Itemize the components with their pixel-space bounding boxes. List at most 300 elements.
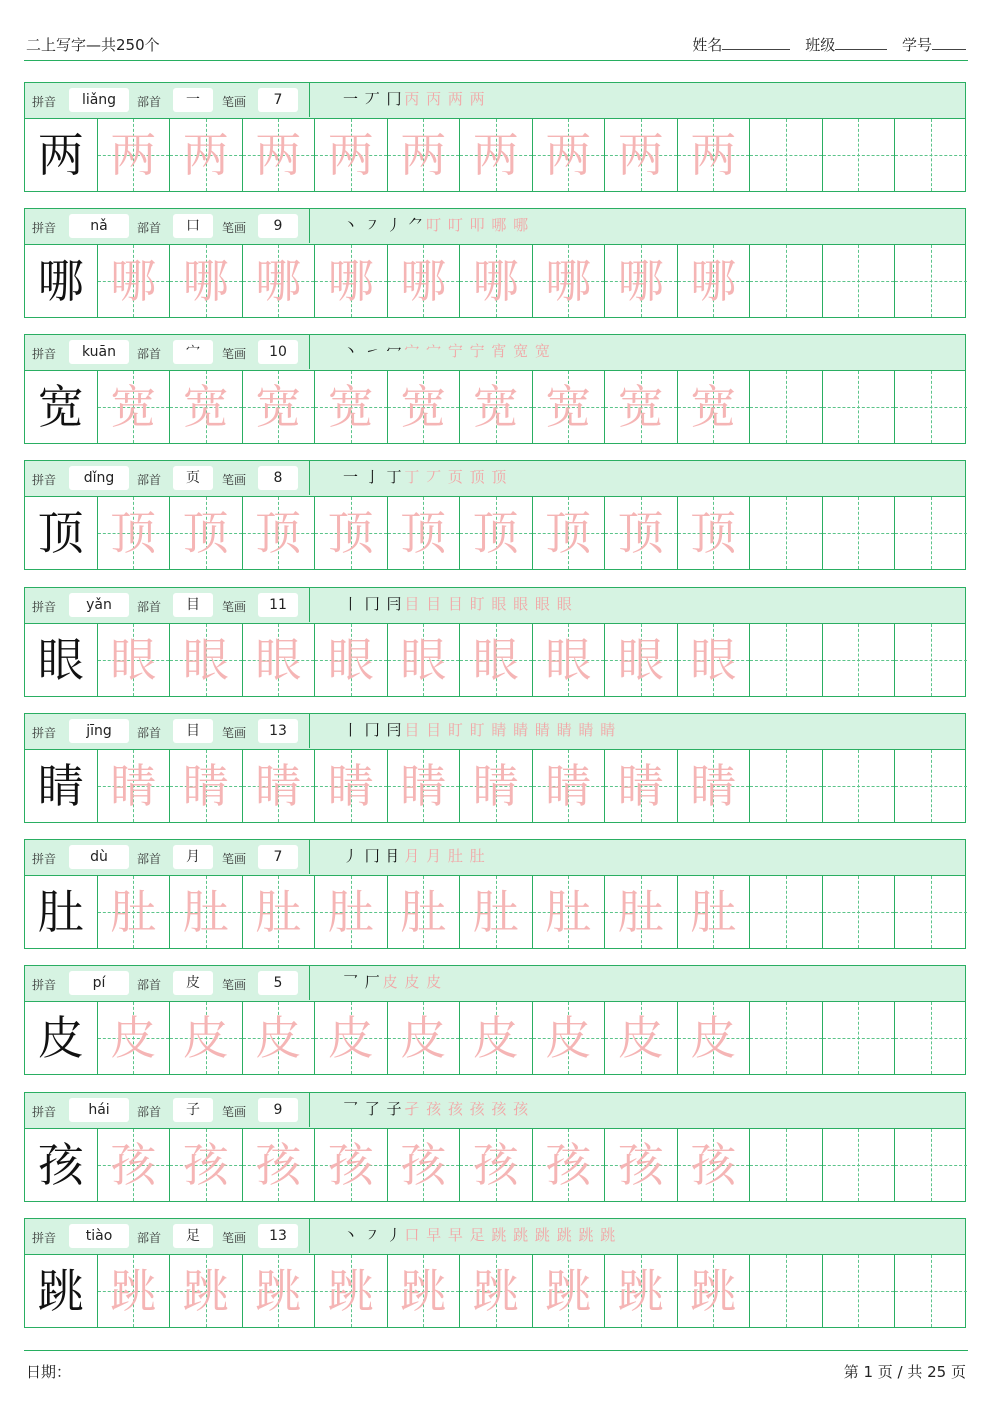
trace-char-cell[interactable] <box>170 1002 243 1074</box>
trace-char: 两 <box>182 128 229 182</box>
trace-char: 肚 <box>545 885 592 939</box>
trace-char-cell[interactable] <box>460 750 533 822</box>
horizontal-guide <box>750 1165 822 1166</box>
radical-value: 子 <box>173 1098 213 1122</box>
strokes-value: 13 <box>258 1224 298 1248</box>
model-char: 跳 <box>37 1264 84 1318</box>
horizontal-guide <box>823 1038 895 1039</box>
trace-char-cell[interactable] <box>315 876 388 948</box>
pinyin-value: pí <box>69 971 129 995</box>
trace-char-cell[interactable] <box>170 1129 243 1201</box>
char-info-bar <box>25 840 965 876</box>
radical-value: 皮 <box>173 971 213 995</box>
strokes-label: 笔画 <box>222 221 247 235</box>
trace-char: 跳 <box>110 1264 157 1318</box>
trace-char: 顶 <box>255 506 302 560</box>
model-char-cell <box>25 371 98 443</box>
trace-char: 宽 <box>617 380 664 434</box>
trace-char: 哪 <box>690 254 737 308</box>
trace-char-cell[interactable] <box>243 1129 316 1201</box>
trace-char-cell[interactable] <box>533 497 606 569</box>
practice-row <box>24 965 966 1075</box>
trace-char-cell[interactable] <box>243 371 316 443</box>
trace-char: 宽 <box>327 380 374 434</box>
trace-char-cell[interactable] <box>460 1129 533 1201</box>
trace-char: 哪 <box>110 254 157 308</box>
trace-char-cell[interactable] <box>533 1255 606 1327</box>
trace-char-cell[interactable] <box>98 750 171 822</box>
info-divider <box>309 1219 310 1253</box>
trace-char-cell[interactable] <box>388 1255 461 1327</box>
char-info-bar <box>25 966 965 1002</box>
trace-char: 跳 <box>617 1264 664 1318</box>
trace-char-cell[interactable] <box>243 245 316 317</box>
trace-char-cell[interactable] <box>98 119 171 191</box>
trace-char: 皮 <box>400 1011 447 1065</box>
trace-char-cell[interactable] <box>533 750 606 822</box>
writing-grid <box>25 1129 965 1201</box>
pinyin-value: hái <box>69 1098 129 1122</box>
strokes-value: 7 <box>258 88 298 112</box>
blank-practice-cell[interactable] <box>823 624 896 696</box>
writing-grid <box>25 245 965 317</box>
trace-char: 哪 <box>617 254 664 308</box>
practice-row <box>24 1218 966 1328</box>
blank-practice-cell[interactable] <box>750 119 823 191</box>
trace-char: 睛 <box>545 759 592 813</box>
trace-char-cell[interactable] <box>678 1255 751 1327</box>
trace-char: 眼 <box>690 633 737 687</box>
stroke-order-written: 乛 了 子 <box>343 1100 403 1118</box>
strokes-label: 笔画 <box>222 1231 247 1245</box>
trace-char-cell[interactable] <box>243 1255 316 1327</box>
trace-char: 两 <box>617 128 664 182</box>
trace-char-cell[interactable] <box>533 624 606 696</box>
blank-practice-cell[interactable] <box>823 750 896 822</box>
trace-char: 肚 <box>110 885 157 939</box>
trace-char: 皮 <box>472 1011 519 1065</box>
trace-char-cell[interactable] <box>533 1002 606 1074</box>
stroke-order-trace: 丁 丆 页 顶 顶 <box>404 468 508 486</box>
trace-char: 跳 <box>327 1264 374 1318</box>
trace-char-cell[interactable] <box>98 245 171 317</box>
trace-char-cell[interactable] <box>170 1255 243 1327</box>
trace-char: 孩 <box>182 1138 229 1192</box>
model-char: 眼 <box>37 633 84 687</box>
trace-char-cell[interactable] <box>605 624 678 696</box>
model-char: 皮 <box>37 1011 84 1065</box>
trace-char-cell[interactable] <box>460 624 533 696</box>
blank-practice-cell[interactable] <box>895 497 967 569</box>
blank-practice-cell[interactable] <box>750 497 823 569</box>
stroke-order-trace: 孑 孩 孩 孩 孩 孩 <box>404 1100 530 1118</box>
trace-char-cell[interactable] <box>605 1255 678 1327</box>
blank-practice-cell[interactable] <box>895 1002 967 1074</box>
horizontal-guide <box>895 912 967 913</box>
stroke-order-trace: 叮 叮 叩 哪 哪 <box>426 216 530 234</box>
blank-practice-cell[interactable] <box>895 876 967 948</box>
trace-char: 两 <box>472 128 519 182</box>
char-info-bar <box>25 588 965 624</box>
blank-practice-cell[interactable] <box>750 1129 823 1201</box>
trace-char: 眼 <box>327 633 374 687</box>
trace-char: 睛 <box>182 759 229 813</box>
model-char-cell <box>25 245 98 317</box>
trace-char-cell[interactable] <box>98 876 171 948</box>
trace-char: 两 <box>690 128 737 182</box>
blank-practice-cell[interactable] <box>823 119 896 191</box>
trace-char: 睛 <box>110 759 157 813</box>
trace-char: 孩 <box>255 1138 302 1192</box>
trace-char: 皮 <box>110 1011 157 1065</box>
trace-char: 顶 <box>400 506 447 560</box>
radical-label: 部首 <box>137 600 162 614</box>
char-info-bar <box>25 1093 965 1129</box>
practice-row <box>24 208 966 318</box>
info-divider <box>309 588 310 622</box>
trace-char: 肚 <box>472 885 519 939</box>
horizontal-guide <box>750 1291 822 1292</box>
trace-char: 眼 <box>400 633 447 687</box>
trace-char-cell[interactable] <box>678 624 751 696</box>
trace-char-cell[interactable] <box>315 1002 388 1074</box>
stroke-order-written: 一 丆 冂 <box>343 90 403 108</box>
trace-char-cell[interactable] <box>243 119 316 191</box>
trace-char-cell[interactable] <box>460 497 533 569</box>
name-blank[interactable] <box>722 35 790 50</box>
trace-char: 皮 <box>617 1011 664 1065</box>
trace-char: 眼 <box>545 633 592 687</box>
trace-char-cell[interactable] <box>678 119 751 191</box>
model-char-cell <box>25 1129 98 1201</box>
stroke-order-written: 丿 冂 ⺝ <box>343 847 403 865</box>
trace-char-cell[interactable] <box>243 876 316 948</box>
strokes-label: 笔画 <box>222 1105 247 1119</box>
horizontal-guide <box>823 660 895 661</box>
horizontal-guide <box>823 786 895 787</box>
blank-practice-cell[interactable] <box>823 497 896 569</box>
stroke-order-trace: 月 月 肚 肚 <box>404 847 486 865</box>
trace-char: 孩 <box>617 1138 664 1192</box>
stroke-order-written: 丶 ㇇ 丿 ⺈ <box>343 216 425 234</box>
pinyin-label: 拼音 <box>32 726 57 740</box>
model-char: 宽 <box>37 380 84 434</box>
stroke-order-written: 丨 冂 冃 <box>343 595 403 613</box>
radical-value: 口 <box>173 214 213 238</box>
horizontal-guide <box>823 912 895 913</box>
writing-grid <box>25 497 965 569</box>
strokes-value: 11 <box>258 593 298 617</box>
blank-practice-cell[interactable] <box>750 1002 823 1074</box>
info-divider <box>309 714 310 748</box>
trace-char: 皮 <box>690 1011 737 1065</box>
trace-char-cell[interactable] <box>460 1002 533 1074</box>
class-label: 班级 <box>805 36 836 54</box>
horizontal-guide <box>750 660 822 661</box>
blank-practice-cell[interactable] <box>750 624 823 696</box>
pinyin-label: 拼音 <box>32 600 57 614</box>
trace-char: 眼 <box>617 633 664 687</box>
trace-char-cell[interactable] <box>388 624 461 696</box>
trace-char-cell[interactable] <box>98 1002 171 1074</box>
trace-char-cell[interactable] <box>388 876 461 948</box>
writing-grid <box>25 371 965 443</box>
trace-char-cell[interactable] <box>315 371 388 443</box>
blank-practice-cell[interactable] <box>750 876 823 948</box>
stroke-order-trace: 目 目 目 盯 眼 眼 眼 眼 <box>404 595 573 613</box>
char-info-bar <box>25 1219 965 1255</box>
trace-char-cell[interactable] <box>388 1002 461 1074</box>
writing-grid <box>25 1002 965 1074</box>
trace-char-cell[interactable] <box>605 876 678 948</box>
pinyin-value: jīng <box>69 719 129 743</box>
trace-char: 宽 <box>182 380 229 434</box>
pinyin-value: nǎ <box>69 214 129 238</box>
blank-practice-cell[interactable] <box>823 371 896 443</box>
trace-char-cell[interactable] <box>605 497 678 569</box>
trace-char: 皮 <box>327 1011 374 1065</box>
trace-char: 两 <box>545 128 592 182</box>
blank-practice-cell[interactable] <box>750 245 823 317</box>
trace-char: 肚 <box>400 885 447 939</box>
horizontal-guide <box>895 533 967 534</box>
date-label: 日期： <box>26 1363 72 1381</box>
trace-char-cell[interactable] <box>315 750 388 822</box>
trace-char-cell[interactable] <box>460 371 533 443</box>
trace-char-cell[interactable] <box>460 876 533 948</box>
trace-char: 顶 <box>182 506 229 560</box>
pinyin-value: liǎng <box>69 88 129 112</box>
trace-char-cell[interactable] <box>98 624 171 696</box>
blank-practice-cell[interactable] <box>895 119 967 191</box>
trace-char-cell[interactable] <box>460 119 533 191</box>
trace-char-cell[interactable] <box>388 245 461 317</box>
stroke-order-trace: 丙 丙 两 两 <box>404 90 486 108</box>
strokes-value: 9 <box>258 1098 298 1122</box>
student-fields <box>682 34 966 55</box>
trace-char-cell[interactable] <box>605 245 678 317</box>
pinyin-label: 拼音 <box>32 95 57 109</box>
radical-value: 月 <box>173 845 213 869</box>
horizontal-guide <box>823 281 895 282</box>
trace-char-cell[interactable] <box>678 245 751 317</box>
strokes-label: 笔画 <box>222 852 247 866</box>
trace-char-cell[interactable] <box>388 1129 461 1201</box>
stroke-order-trace: 皮 皮 皮 <box>382 973 443 991</box>
model-char: 两 <box>37 128 84 182</box>
trace-char-cell[interactable] <box>170 624 243 696</box>
blank-practice-cell[interactable] <box>823 245 896 317</box>
blank-practice-cell[interactable] <box>895 1255 967 1327</box>
blank-practice-cell[interactable] <box>750 750 823 822</box>
horizontal-guide <box>750 1038 822 1039</box>
horizontal-guide <box>750 786 822 787</box>
trace-char-cell[interactable] <box>243 1002 316 1074</box>
page-header <box>24 30 968 61</box>
horizontal-guide <box>750 281 822 282</box>
blank-practice-cell[interactable] <box>895 245 967 317</box>
strokes-value: 13 <box>258 719 298 743</box>
class-blank[interactable] <box>835 35 887 50</box>
trace-char-cell[interactable] <box>170 750 243 822</box>
trace-char: 两 <box>110 128 157 182</box>
blank-practice-cell[interactable] <box>895 371 967 443</box>
model-char: 哪 <box>37 254 84 308</box>
trace-char-cell[interactable] <box>460 1255 533 1327</box>
practice-row <box>24 587 966 697</box>
strokes-label: 笔画 <box>222 978 247 992</box>
model-char-cell <box>25 119 98 191</box>
trace-char-cell[interactable] <box>460 245 533 317</box>
trace-char-cell[interactable] <box>243 497 316 569</box>
trace-char: 睛 <box>255 759 302 813</box>
trace-char-cell[interactable] <box>170 245 243 317</box>
trace-char: 跳 <box>182 1264 229 1318</box>
practice-row <box>24 1092 966 1202</box>
writing-grid <box>25 876 965 948</box>
trace-char: 皮 <box>182 1011 229 1065</box>
trace-char: 肚 <box>182 885 229 939</box>
number-blank[interactable] <box>932 35 966 50</box>
char-info-bar <box>25 714 965 750</box>
trace-char: 两 <box>400 128 447 182</box>
trace-char: 宽 <box>255 380 302 434</box>
info-divider <box>309 461 310 495</box>
trace-char: 眼 <box>255 633 302 687</box>
blank-practice-cell[interactable] <box>823 1129 896 1201</box>
horizontal-guide <box>895 1291 967 1292</box>
trace-char-cell[interactable] <box>315 624 388 696</box>
writing-grid <box>25 624 965 696</box>
horizontal-guide <box>750 533 822 534</box>
blank-practice-cell[interactable] <box>750 1255 823 1327</box>
blank-practice-cell[interactable] <box>750 371 823 443</box>
radical-label: 部首 <box>137 978 162 992</box>
trace-char-cell[interactable] <box>315 1255 388 1327</box>
trace-char: 孩 <box>545 1138 592 1192</box>
blank-practice-cell[interactable] <box>823 876 896 948</box>
trace-char: 睛 <box>400 759 447 813</box>
trace-char: 肚 <box>690 885 737 939</box>
pinyin-label: 拼音 <box>32 473 57 487</box>
blank-practice-cell[interactable] <box>823 1002 896 1074</box>
trace-char-cell[interactable] <box>605 371 678 443</box>
trace-char: 两 <box>255 128 302 182</box>
model-char-cell <box>25 750 98 822</box>
trace-char-cell[interactable] <box>98 371 171 443</box>
stroke-order-written: 一 亅 丁 <box>343 468 403 486</box>
stroke-order-written: 丨 冂 冃 <box>343 721 403 739</box>
radical-label: 部首 <box>137 1105 162 1119</box>
trace-char: 哪 <box>255 254 302 308</box>
trace-char-cell[interactable] <box>533 371 606 443</box>
practice-row <box>24 713 966 823</box>
trace-char-cell[interactable] <box>678 1129 751 1201</box>
trace-char: 孩 <box>110 1138 157 1192</box>
trace-char-cell[interactable] <box>315 245 388 317</box>
worksheet-title: 二上写字—共250个 <box>26 36 160 54</box>
writing-grid <box>25 119 965 191</box>
trace-char-cell[interactable] <box>315 119 388 191</box>
trace-char: 宽 <box>690 380 737 434</box>
trace-char-cell[interactable] <box>678 497 751 569</box>
trace-char-cell[interactable] <box>98 1255 171 1327</box>
trace-char-cell[interactable] <box>98 1129 171 1201</box>
trace-char-cell[interactable] <box>678 876 751 948</box>
trace-char: 睛 <box>690 759 737 813</box>
horizontal-guide <box>823 1291 895 1292</box>
model-char-cell <box>25 624 98 696</box>
trace-char-cell[interactable] <box>170 119 243 191</box>
strokes-label: 笔画 <box>222 95 247 109</box>
practice-row <box>24 460 966 570</box>
trace-char: 眼 <box>110 633 157 687</box>
radical-value: 宀 <box>173 340 213 364</box>
trace-char-cell[interactable] <box>388 371 461 443</box>
pinyin-label: 拼音 <box>32 978 57 992</box>
trace-char: 哪 <box>182 254 229 308</box>
trace-char-cell[interactable] <box>388 119 461 191</box>
trace-char-cell[interactable] <box>533 245 606 317</box>
writing-grid <box>25 1255 965 1327</box>
info-divider <box>309 335 310 369</box>
trace-char-cell[interactable] <box>243 750 316 822</box>
trace-char-cell[interactable] <box>388 750 461 822</box>
practice-row <box>24 334 966 444</box>
trace-char: 跳 <box>690 1264 737 1318</box>
trace-char-cell[interactable] <box>170 371 243 443</box>
trace-char-cell[interactable] <box>605 1129 678 1201</box>
trace-char-cell[interactable] <box>170 876 243 948</box>
radical-label: 部首 <box>137 726 162 740</box>
info-divider <box>309 840 310 874</box>
trace-char-cell[interactable] <box>605 1002 678 1074</box>
blank-practice-cell[interactable] <box>823 1255 896 1327</box>
trace-char-cell[interactable] <box>170 497 243 569</box>
char-info-bar <box>25 335 965 371</box>
trace-char-cell[interactable] <box>533 119 606 191</box>
trace-char: 哪 <box>472 254 519 308</box>
trace-char-cell[interactable] <box>678 1002 751 1074</box>
practice-row <box>24 839 966 949</box>
info-divider <box>309 1093 310 1127</box>
stroke-order-trace: 口 早 早 足 跳 跳 跳 跳 跳 跳 <box>404 1226 617 1244</box>
trace-char-cell[interactable] <box>388 497 461 569</box>
trace-char-cell[interactable] <box>605 119 678 191</box>
trace-char: 顶 <box>617 506 664 560</box>
trace-char-cell[interactable] <box>315 1129 388 1201</box>
trace-char: 哪 <box>545 254 592 308</box>
trace-char: 宽 <box>400 380 447 434</box>
blank-practice-cell[interactable] <box>895 624 967 696</box>
horizontal-guide <box>823 155 895 156</box>
trace-char-cell[interactable] <box>243 624 316 696</box>
trace-char-cell[interactable] <box>98 497 171 569</box>
trace-char-cell[interactable] <box>315 497 388 569</box>
pinyin-label: 拼音 <box>32 852 57 866</box>
char-info-bar <box>25 209 965 245</box>
pinyin-label: 拼音 <box>32 1231 57 1245</box>
blank-practice-cell[interactable] <box>895 750 967 822</box>
blank-practice-cell[interactable] <box>895 1129 967 1201</box>
trace-char-cell[interactable] <box>533 1129 606 1201</box>
radical-value: 一 <box>173 88 213 112</box>
radical-value: 目 <box>173 593 213 617</box>
trace-char-cell[interactable] <box>605 750 678 822</box>
trace-char-cell[interactable] <box>533 876 606 948</box>
trace-char-cell[interactable] <box>678 371 751 443</box>
trace-char-cell[interactable] <box>678 750 751 822</box>
